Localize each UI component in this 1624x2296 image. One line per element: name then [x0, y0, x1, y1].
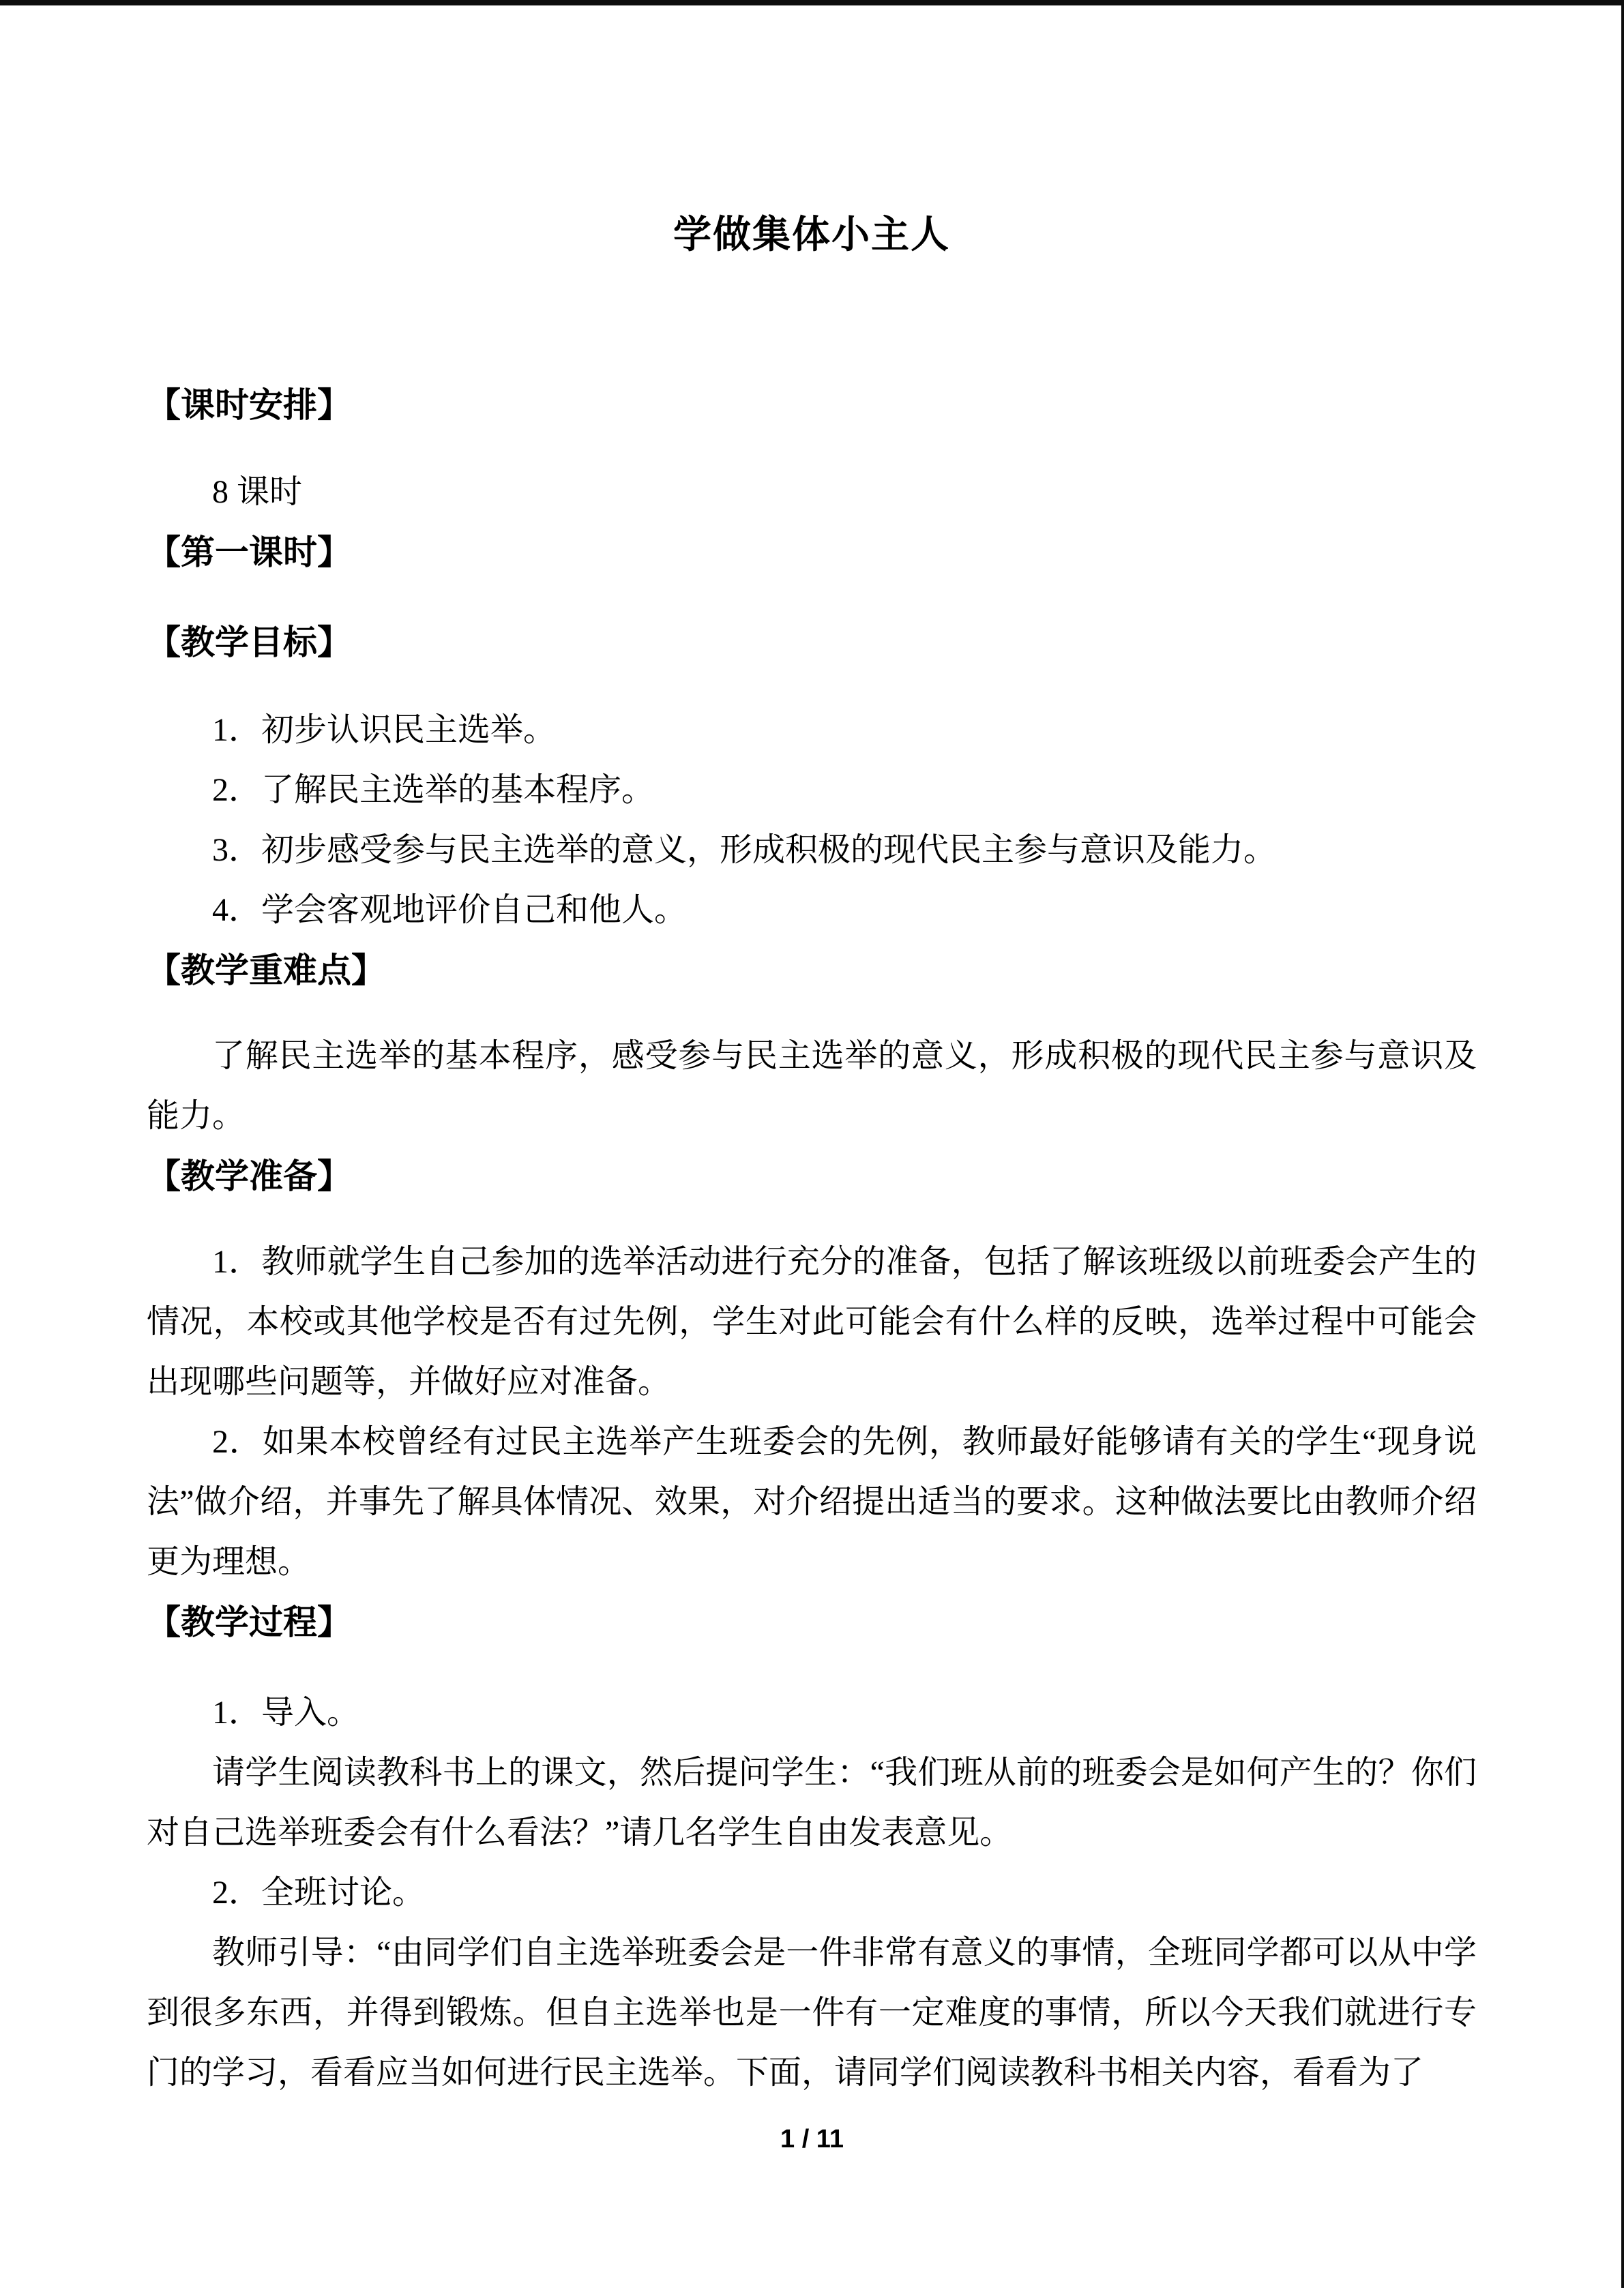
heading-lesson1: 【第一课时】 — [147, 533, 351, 571]
process-step: 2．全班讨论。 — [212, 1875, 426, 1911]
objective-item: 3．初步感受参与民主选举的意义，形成积极的现代民主参与意识及能力。 — [212, 832, 1277, 868]
key-points-paragraph: 了解民主选举的基本程序，感受参与民主选举的意义，形成积极的现代民主参与意识及能力。 — [147, 1038, 1477, 1134]
process-step: 1．导入。 — [212, 1695, 360, 1731]
process-paragraph: 教师引导：“由同学们自主选举班委会是一件非常有意义的事情，全班同学都可以从中学到很多东西，并得到锻炼。但自主选举也是一件有一定难度的事情，所以今天我们就进行专门的学习，看看应当如何进行民主选举。下面，请同学们阅读教科书相关内容，看看为了 — [147, 1935, 1477, 2091]
objective-item: 1．初步认识民主选举。 — [212, 712, 557, 748]
heading-schedule: 【课时安排】 — [147, 386, 351, 424]
heading-key-points: 【教学重难点】 — [147, 951, 385, 989]
objective-item: 4．学会客观地评价自己和他人。 — [212, 892, 688, 928]
preparation-paragraph: 1．教师就学生自己参加的选举活动进行充分的准备，包括了解该班级以前班委会产生的情况，本校或其他学校是否有过先例，学生对此可能会有什么样的反映，选举过程中可能会出现哪些问题等，并做好应对准备。 — [147, 1244, 1477, 1400]
process-paragraph: 请学生阅读教科书上的课文，然后提问学生：“我们班从前的班委会是如何产生的？你们对自己选举班委会有什么看法？”请几名学生自由发表意见。 — [147, 1755, 1477, 1851]
heading-objectives: 【教学目标】 — [147, 623, 351, 661]
page-title: 学做集体小主人 — [673, 214, 950, 256]
preparation-paragraph: 2．如果本校曾经有过民主选举产生班委会的先例，教师最好能够请有关的学生“现身说法”做介绍，并事先了解具体情况、效果，对介绍提出适当的要求。这种做法要比由教师介绍更为理想。 — [147, 1424, 1477, 1580]
heading-preparation: 【教学准备】 — [147, 1157, 351, 1195]
heading-process: 【教学过程】 — [147, 1603, 351, 1641]
page-number-indicator: 1 / 11 — [780, 2125, 844, 2153]
schedule-value: 8 课时 — [212, 474, 303, 510]
objective-item: 2．了解民主选举的基本程序。 — [212, 772, 655, 808]
